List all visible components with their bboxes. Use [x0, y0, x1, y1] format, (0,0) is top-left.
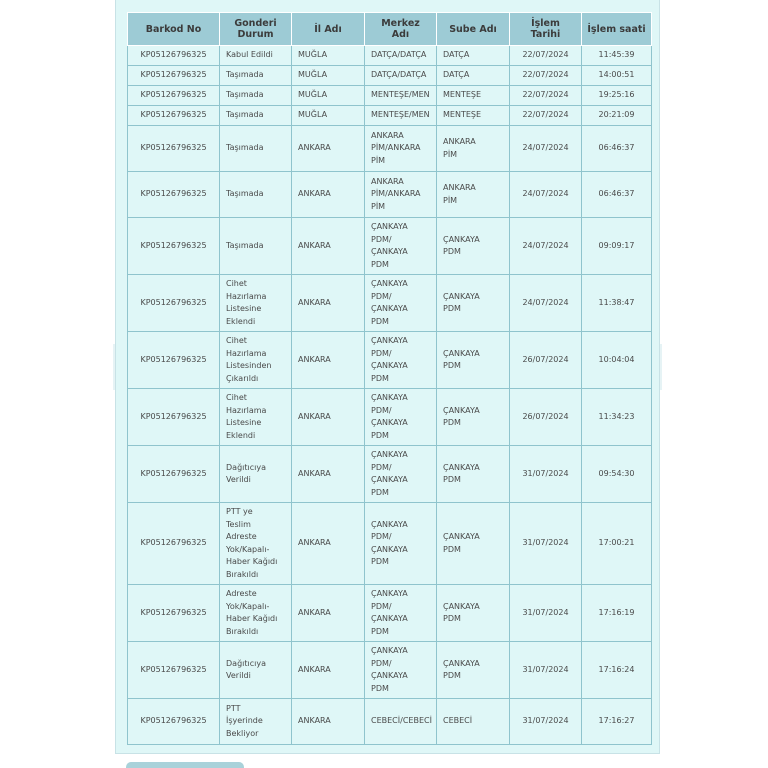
- header-islem-tarihi: İşlem Tarihi: [510, 13, 582, 46]
- il-cell: ANKARA: [292, 172, 365, 218]
- il-cell: ANKARA: [292, 699, 365, 745]
- barkod-cell: KP05126796325: [128, 275, 220, 332]
- sube-cell: ÇANKAYA PDM: [437, 275, 510, 332]
- merkez-cell: ÇANKAYA PDM/ ÇANKAYA PDM: [365, 332, 437, 389]
- sube-cell: ÇANKAYA PDM: [437, 446, 510, 503]
- saat-cell: 17:16:24: [582, 642, 652, 699]
- table-header-row: [128, 13, 652, 46]
- barkod-cell: KP05126796325: [128, 699, 220, 745]
- tarih-cell: 26/07/2024: [510, 389, 582, 446]
- header-islem-saati: İşlem saati: [582, 13, 652, 46]
- table-row: [128, 86, 652, 106]
- barkod-cell: KP05126796325: [128, 332, 220, 389]
- sube-cell: MENTEŞE: [437, 106, 510, 126]
- merkez-cell: ÇANKAYA PDM/ ÇANKAYA PDM: [365, 503, 437, 585]
- tarih-cell: 22/07/2024: [510, 106, 582, 126]
- tarih-cell: 22/07/2024: [510, 66, 582, 86]
- merkez-cell: ANKARA PİM/ANKARA PİM: [365, 126, 437, 172]
- durum-cell: Taşımada: [220, 218, 292, 275]
- saat-cell: 09:09:17: [582, 218, 652, 275]
- tarih-cell: 24/07/2024: [510, 218, 582, 275]
- il-cell: ANKARA: [292, 332, 365, 389]
- tarih-cell: 22/07/2024: [510, 86, 582, 106]
- durum-cell: Adreste Yok/Kapalı- Haber Kağıdı Bırakıldı: [220, 585, 292, 642]
- tracking-panel: [115, 0, 660, 754]
- barkod-cell: KP05126796325: [128, 585, 220, 642]
- table-row: [128, 172, 652, 218]
- il-cell: ANKARA: [292, 275, 365, 332]
- il-cell: MUĞLA: [292, 86, 365, 106]
- tracking-table: [127, 12, 652, 745]
- barkod-cell: KP05126796325: [128, 126, 220, 172]
- table-row: [128, 585, 652, 642]
- durum-cell: Cihet Hazırlama Listesine Eklendi: [220, 389, 292, 446]
- tarih-cell: 26/07/2024: [510, 332, 582, 389]
- il-cell: ANKARA: [292, 642, 365, 699]
- durum-cell: Dağıtıcıya Verildi: [220, 446, 292, 503]
- tarih-cell: 31/07/2024: [510, 642, 582, 699]
- saat-cell: 11:34:23: [582, 389, 652, 446]
- table-row: [128, 66, 652, 86]
- barkod-cell: KP05126796325: [128, 172, 220, 218]
- merkez-cell: ÇANKAYA PDM/ ÇANKAYA PDM: [365, 642, 437, 699]
- sube-cell: ÇANKAYA PDM: [437, 332, 510, 389]
- header-merkez-adi: Merkez Adı: [365, 13, 437, 46]
- il-cell: ANKARA: [292, 126, 365, 172]
- il-cell: MUĞLA: [292, 66, 365, 86]
- table-row: [128, 275, 652, 332]
- sube-cell: DATÇA: [437, 46, 510, 66]
- saat-cell: 17:00:21: [582, 503, 652, 585]
- table-row: [128, 446, 652, 503]
- saat-cell: 10:04:04: [582, 332, 652, 389]
- table-row: [128, 106, 652, 126]
- sube-cell: ANKARA PİM: [437, 126, 510, 172]
- table-body: [128, 46, 652, 745]
- sube-cell: CEBECİ: [437, 699, 510, 745]
- tarih-cell: 24/07/2024: [510, 275, 582, 332]
- saat-cell: 17:16:19: [582, 585, 652, 642]
- tarih-cell: 31/07/2024: [510, 699, 582, 745]
- il-cell: ANKARA: [292, 389, 365, 446]
- durum-cell: Taşımada: [220, 106, 292, 126]
- durum-cell: Taşımada: [220, 86, 292, 106]
- sube-cell: ÇANKAYA PDM: [437, 503, 510, 585]
- saat-cell: 09:54:30: [582, 446, 652, 503]
- saat-cell: 06:46:37: [582, 126, 652, 172]
- durum-cell: Cihet Hazırlama Listesinden Çıkarıldı: [220, 332, 292, 389]
- barkod-cell: KP05126796325: [128, 389, 220, 446]
- tarih-cell: 24/07/2024: [510, 172, 582, 218]
- il-cell: ANKARA: [292, 446, 365, 503]
- barkod-cell: KP05126796325: [128, 218, 220, 275]
- barkod-cell: KP05126796325: [128, 46, 220, 66]
- saat-cell: 14:00:51: [582, 66, 652, 86]
- durum-cell: Cihet Hazırlama Listesine Eklendi: [220, 275, 292, 332]
- il-cell: ANKARA: [292, 218, 365, 275]
- merkez-cell: ÇANKAYA PDM/ ÇANKAYA PDM: [365, 275, 437, 332]
- merkez-cell: CEBECİ/CEBECİ: [365, 699, 437, 745]
- saat-cell: 19:25:16: [582, 86, 652, 106]
- barkod-cell: KP05126796325: [128, 86, 220, 106]
- durum-cell: Taşımada: [220, 172, 292, 218]
- table-row: [128, 389, 652, 446]
- table-row: [128, 332, 652, 389]
- il-cell: MUĞLA: [292, 46, 365, 66]
- merkez-cell: ÇANKAYA PDM/ ÇANKAYA PDM: [365, 218, 437, 275]
- sube-cell: ANKARA PİM: [437, 172, 510, 218]
- barkod-cell: KP05126796325: [128, 66, 220, 86]
- merkez-cell: ÇANKAYA PDM/ ÇANKAYA PDM: [365, 389, 437, 446]
- tarih-cell: 22/07/2024: [510, 46, 582, 66]
- saat-cell: 17:16:27: [582, 699, 652, 745]
- table-row: [128, 642, 652, 699]
- il-cell: MUĞLA: [292, 106, 365, 126]
- barkod-cell: KP05126796325: [128, 106, 220, 126]
- durum-cell: Taşımada: [220, 126, 292, 172]
- durum-cell: Taşımada: [220, 66, 292, 86]
- merkez-cell: MENTEŞE/MEN: [365, 86, 437, 106]
- il-cell: ANKARA: [292, 503, 365, 585]
- tarih-cell: 31/07/2024: [510, 585, 582, 642]
- durum-cell: Dağıtıcıya Verildi: [220, 642, 292, 699]
- barkod-cell: KP05126796325: [128, 503, 220, 585]
- table-row: [128, 46, 652, 66]
- sube-cell: ÇANKAYA PDM: [437, 585, 510, 642]
- sube-cell: ÇANKAYA PDM: [437, 389, 510, 446]
- bottom-tab-button[interactable]: [126, 762, 244, 768]
- table-row: [128, 699, 652, 745]
- table-row: [128, 503, 652, 585]
- saat-cell: 11:45:39: [582, 46, 652, 66]
- header-gonderi-durum: Gonderi Durum: [220, 13, 292, 46]
- merkez-cell: ANKARA PİM/ANKARA PİM: [365, 172, 437, 218]
- sube-cell: ÇANKAYA PDM: [437, 218, 510, 275]
- saat-cell: 11:38:47: [582, 275, 652, 332]
- tarih-cell: 31/07/2024: [510, 503, 582, 585]
- merkez-cell: ÇANKAYA PDM/ ÇANKAYA PDM: [365, 585, 437, 642]
- saat-cell: 06:46:37: [582, 172, 652, 218]
- sube-cell: MENTEŞE: [437, 86, 510, 106]
- saat-cell: 20:21:09: [582, 106, 652, 126]
- merkez-cell: MENTEŞE/MEN: [365, 106, 437, 126]
- durum-cell: Kabul Edildi: [220, 46, 292, 66]
- table-row: [128, 126, 652, 172]
- table-row: [128, 218, 652, 275]
- merkez-cell: DATÇA/DATÇA: [365, 66, 437, 86]
- barkod-cell: KP05126796325: [128, 446, 220, 503]
- tarih-cell: 31/07/2024: [510, 446, 582, 503]
- sube-cell: ÇANKAYA PDM: [437, 642, 510, 699]
- header-sube-adi: Sube Adı: [437, 13, 510, 46]
- header-il-adi: İl Adı: [292, 13, 365, 46]
- il-cell: ANKARA: [292, 585, 365, 642]
- merkez-cell: DATÇA/DATÇA: [365, 46, 437, 66]
- durum-cell: PTT İşyerinde Bekliyor: [220, 699, 292, 745]
- sube-cell: DATÇA: [437, 66, 510, 86]
- merkez-cell: ÇANKAYA PDM/ ÇANKAYA PDM: [365, 446, 437, 503]
- tarih-cell: 24/07/2024: [510, 126, 582, 172]
- header-barkod-no: Barkod No: [128, 13, 220, 46]
- durum-cell: PTT ye Teslim Adreste Yok/Kapalı- Haber Kağıdı Bırakıldı: [220, 503, 292, 585]
- barkod-cell: KP05126796325: [128, 642, 220, 699]
